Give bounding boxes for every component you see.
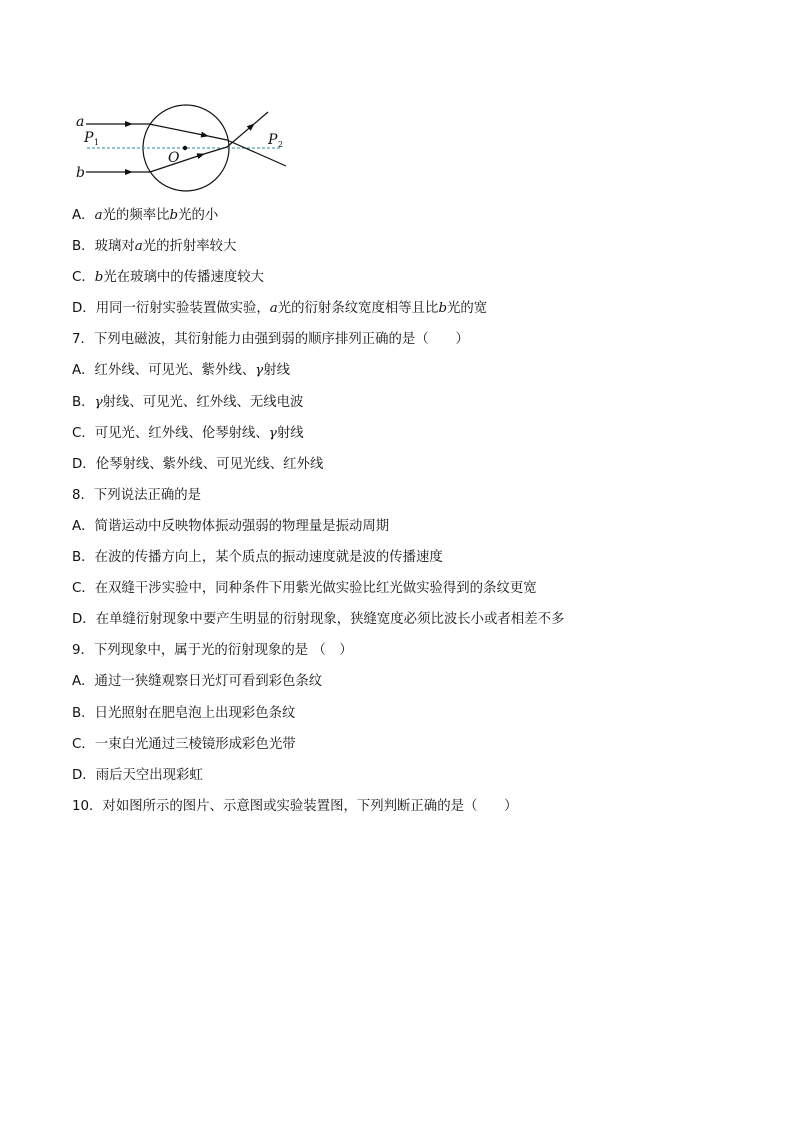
ray-b-exit — [227, 124, 254, 147]
q7-option-d: D．伦琴射线、紫外线、可见光线、红外线 — [72, 456, 324, 472]
question-text — [72, 204, 772, 826]
refraction-diagram-svg — [72, 104, 294, 184]
label-b: b — [76, 165, 85, 181]
center-point — [183, 146, 187, 150]
q9-option-b: B．日光照射在肥皂泡上出现彩色条纹 — [72, 705, 296, 721]
q7-option-c: C．可见光、红外线、伦琴射线、γ射线 — [72, 425, 304, 441]
q8-option-a: A．简谐运动中反映物体振动强弱的物理量是振动周期 — [72, 518, 390, 534]
q6-option-a: A．a光的频率比b光的小 — [72, 208, 219, 223]
q9-option-c: C．一束白光通过三棱镜形成彩色光带 — [72, 736, 296, 752]
q9-option-a: A．通过一狭缝观察日光灯可看到彩色条纹 — [72, 674, 323, 690]
label-a: a — [76, 114, 85, 130]
q6-option-b: B．玻璃对a光的折射率较大 — [72, 239, 237, 255]
q8-option-c: C．在双缝干涉实验中，同种条件下用紫光做实验比红光做实验得到的条纹更宽 — [72, 581, 537, 597]
refraction-diagram — [72, 104, 294, 184]
label-P1: P — [84, 130, 94, 146]
ray-b-exit-2 — [254, 112, 268, 124]
label-P2-sub: 2 — [278, 140, 284, 149]
ray-a-inside — [149, 124, 208, 136]
q7-option-b: B．γ射线、可见光、红外线、无线电波 — [72, 394, 304, 410]
q6-option-d: D．用同一衍射实验装置做实验，a光的衍射条纹宽度相等且比b光的宽 — [72, 301, 488, 317]
q8-stem: 8．下列说法正确的是 — [72, 487, 202, 503]
q8-option-b: B．在波的传播方向上，某个质点的振动速度就是波的传播速度 — [72, 550, 443, 566]
label-P1-sub: 1 — [94, 138, 100, 147]
label-O: O — [168, 150, 180, 166]
q6-option-c: C．b光在玻璃中的传播速度较大 — [72, 270, 265, 286]
label-P2: P — [268, 132, 278, 148]
q7-stem: 7．下列电磁波，其衍射能力由强到弱的顺序排列正确的是（ ） — [72, 332, 469, 348]
q9-stem: 9．下列现象中，属于光的衍射现象的是 （ ） — [72, 643, 353, 659]
q9-option-d: D．雨后天空出现彩虹 — [72, 767, 203, 783]
q7-option-a: A．红外线、可见光、紫外线、γ射线 — [72, 363, 291, 379]
ray-a-inside-2 — [208, 136, 227, 140]
q8-option-d: D．在单缝衍射现象中要产生明显的衍射现象，狭缝宽度必须比波长小或者相差不多 — [72, 612, 565, 628]
q10-stem: 10．对如图所示的图片、示意图或实验装置图，下列判断正确的是（ ） — [72, 798, 518, 814]
